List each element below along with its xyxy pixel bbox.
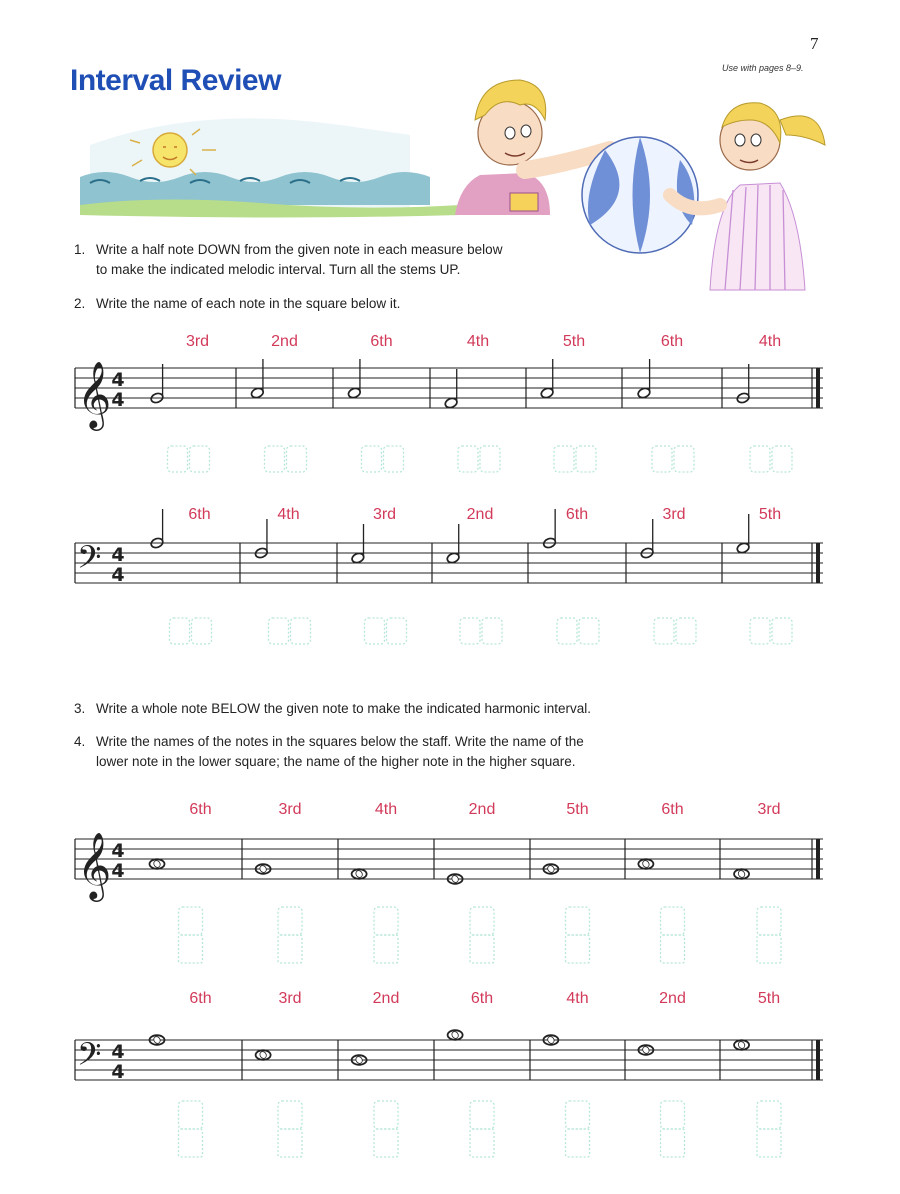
interval-label: 2nd: [659, 990, 686, 1007]
answer-box: [287, 446, 307, 472]
time-signature-bottom: 4: [111, 389, 125, 411]
time-signature-top: 4: [111, 840, 125, 862]
instruction-text: Write a whole note BELOW the given note to make the indicated harmonic interval.: [96, 701, 592, 716]
answer-box: [190, 446, 210, 472]
interval-label: 3rd: [372, 506, 397, 523]
answer-box-upper: [757, 907, 781, 935]
instruction-text: to make the indicated melodic interval. Turn all the stems UP.: [96, 262, 461, 277]
answer-box: [772, 446, 792, 472]
whole-note-hole: [546, 1035, 555, 1044]
answer-box: [458, 446, 478, 472]
answer-box-upper: [566, 907, 590, 935]
interval-label: 6th: [370, 333, 393, 350]
whole-note-hole: [259, 864, 268, 873]
page-number: 7: [810, 34, 819, 53]
time-signature-top: 4: [111, 369, 125, 391]
treble-clef-icon: 𝄞: [77, 360, 112, 428]
staff-harmonic-bass: [75, 1030, 823, 1157]
bass-clef-icon: 𝄢: [77, 539, 102, 583]
instruction-number: 1.: [74, 242, 86, 257]
interval-label: 2nd: [271, 333, 298, 350]
answer-box-lower: [374, 935, 398, 963]
answer-box-lower: [661, 935, 685, 963]
answer-box: [654, 618, 674, 644]
instruction-text: lower note in the lower square; the name of the higher note in the higher square.: [96, 754, 576, 769]
answer-box-lower: [757, 1129, 781, 1157]
interval-label: 6th: [565, 506, 589, 523]
interval-label: 4th: [566, 990, 589, 1007]
answer-box: [460, 618, 480, 644]
answer-box-lower: [179, 935, 203, 963]
answer-box-lower: [470, 1129, 494, 1157]
answer-box: [652, 446, 672, 472]
answer-box: [384, 446, 404, 472]
interval-label: 4th: [758, 333, 782, 350]
final-barline-thick: [816, 368, 820, 408]
whole-note-hole: [451, 874, 460, 883]
staff-harmonic-treble: [75, 831, 823, 963]
answer-box-lower: [470, 935, 494, 963]
interval-label: 2nd: [372, 990, 400, 1007]
answer-box: [291, 618, 311, 644]
interval-label: 5th: [562, 333, 586, 350]
answer-box-lower: [661, 1129, 685, 1157]
instruction-text: Write the names of the notes in the squares below the staff. Write the name of the: [96, 734, 584, 749]
answer-box-lower: [278, 935, 302, 963]
page-title: Interval Review: [70, 64, 281, 97]
answer-box-upper: [566, 1101, 590, 1129]
answer-box-lower: [757, 935, 781, 963]
answer-box: [269, 618, 289, 644]
answer-box-lower: [278, 1129, 302, 1157]
interval-label: 3rd: [757, 801, 781, 818]
interval-label: 4th: [466, 333, 490, 350]
interval-label: 6th: [470, 990, 494, 1007]
interval-label: 5th: [758, 506, 782, 523]
answer-box: [387, 618, 407, 644]
answer-box: [576, 446, 596, 472]
answer-box-upper: [470, 907, 494, 935]
answer-box: [772, 618, 792, 644]
whole-note-hole: [451, 1030, 460, 1039]
answer-box: [554, 446, 574, 472]
interval-label: 6th: [661, 801, 684, 818]
final-barline-thick: [816, 543, 820, 583]
interval-label: 5th: [566, 801, 589, 818]
interval-label: 2nd: [466, 506, 494, 523]
final-barline-thick: [816, 839, 820, 879]
answer-box: [170, 618, 190, 644]
whole-note-hole: [259, 1050, 268, 1059]
interval-label: 3rd: [662, 506, 686, 523]
answer-box: [265, 446, 285, 472]
time-signature-bottom: 4: [111, 564, 125, 586]
answer-box-upper: [661, 1101, 685, 1129]
final-barline-thick: [816, 1040, 820, 1080]
answer-box-lower: [566, 1129, 590, 1157]
answer-box: [674, 446, 694, 472]
answer-box-upper: [661, 907, 685, 935]
answer-box-lower: [566, 935, 590, 963]
instruction-text: Write the name of each note in the square below it.: [96, 296, 401, 311]
time-signature-bottom: 4: [111, 1061, 125, 1083]
answer-box-upper: [757, 1101, 781, 1129]
answer-box: [365, 618, 385, 644]
interval-label: 5th: [757, 990, 781, 1007]
whole-note-hole: [355, 1055, 364, 1064]
whole-note-hole: [355, 869, 364, 878]
answer-box-upper: [278, 907, 302, 935]
answer-box: [480, 446, 500, 472]
time-signature-top: 4: [111, 544, 125, 566]
answer-box-upper: [470, 1101, 494, 1129]
interval-label: 6th: [660, 333, 684, 350]
interval-label: 2nd: [468, 801, 496, 818]
interval-label: 3rd: [278, 801, 302, 818]
interval-label: 4th: [277, 506, 300, 523]
answer-box-lower: [374, 1129, 398, 1157]
interval-label: 6th: [189, 801, 212, 818]
time-signature-bottom: 4: [111, 860, 125, 882]
answer-box-upper: [179, 1101, 203, 1129]
answer-box-lower: [179, 1129, 203, 1157]
answer-box-upper: [179, 907, 203, 935]
interval-label: 3rd: [185, 333, 210, 350]
answer-box: [557, 618, 577, 644]
time-signature-top: 4: [111, 1041, 125, 1063]
treble-clef-icon: 𝄞: [77, 831, 112, 899]
answer-box: [362, 446, 382, 472]
whole-note-hole: [152, 859, 161, 868]
answer-box: [750, 446, 770, 472]
use-with-note: Use with pages 8–9.: [722, 63, 804, 73]
answer-box: [168, 446, 188, 472]
whole-note-hole: [546, 864, 555, 873]
answer-box: [579, 618, 599, 644]
answer-box: [482, 618, 502, 644]
whole-note-hole: [641, 1045, 650, 1054]
instruction-number: 3.: [74, 701, 86, 716]
interval-label: 6th: [189, 990, 212, 1007]
answer-box: [192, 618, 212, 644]
answer-box: [750, 618, 770, 644]
answer-box: [676, 618, 696, 644]
interval-label: 4th: [374, 801, 398, 818]
answer-box-upper: [278, 1101, 302, 1129]
instruction-number: 2.: [74, 296, 86, 311]
answer-box-upper: [374, 907, 398, 935]
answer-box-upper: [374, 1101, 398, 1129]
staff-melodic-bass: [75, 509, 823, 644]
interval-label: 3rd: [278, 990, 302, 1007]
whole-note-hole: [152, 1035, 161, 1044]
whole-note-hole: [737, 869, 746, 878]
interval-label: 6th: [188, 506, 211, 523]
bass-clef-icon: 𝄢: [77, 1036, 102, 1080]
instruction-number: 4.: [74, 734, 86, 749]
instruction-text: Write a half note DOWN from the given note in each measure below: [96, 242, 503, 257]
whole-note-hole: [641, 859, 650, 868]
staff-melodic-treble: [75, 359, 823, 472]
whole-note-hole: [737, 1040, 746, 1049]
